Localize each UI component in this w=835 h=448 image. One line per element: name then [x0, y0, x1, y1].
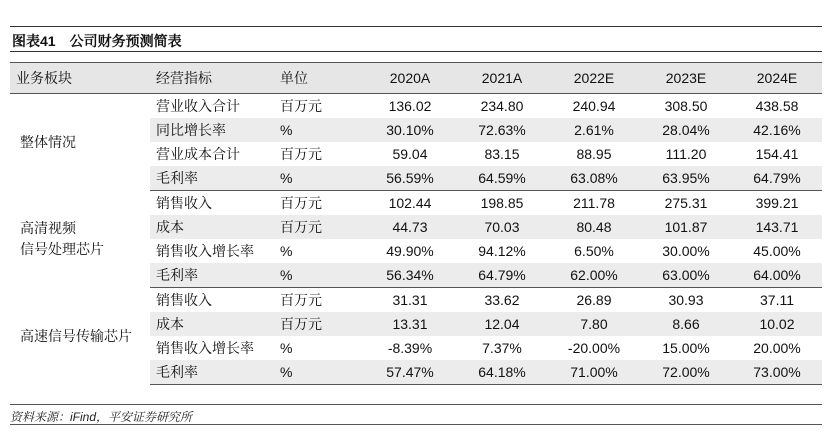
segment-label: 信号处理芯片	[20, 241, 104, 257]
indicator-cell: 同比增长率	[150, 118, 274, 142]
value-cell: 30.10%	[364, 118, 456, 142]
value-cell: 56.59%	[364, 166, 456, 191]
table-row	[10, 191, 822, 216]
value-cell: 101.87	[640, 215, 732, 239]
header-year: 2024E	[732, 63, 822, 94]
bottom-rule	[10, 424, 822, 425]
source-note: 资料来源：iFind，平安证券研究所	[10, 404, 822, 425]
indicator-cell: 营业收入合计	[156, 98, 240, 114]
segment-cell	[10, 288, 150, 385]
value-cell: 7.37%	[482, 340, 522, 356]
value-cell: 83.15	[484, 146, 520, 162]
segment-cell	[10, 94, 150, 191]
unit-cell: %	[274, 360, 364, 385]
unit-cell: %	[274, 118, 364, 142]
segment-label: 整体情况	[20, 133, 76, 150]
value-cell: -8.39%	[387, 340, 433, 356]
value-cell: 88.95	[576, 146, 612, 162]
value-cell: 28.04%	[640, 118, 732, 142]
value-cell: 59.04	[392, 146, 428, 162]
value-cell: 2.61%	[548, 118, 640, 142]
segment-label: 高速信号传输芯片	[20, 327, 132, 344]
value-cell: 37.11	[760, 292, 794, 308]
indicator-cell: 成本	[150, 312, 274, 336]
header-segment: 业务板块	[10, 63, 150, 94]
value-cell: 63.95%	[640, 166, 732, 191]
table-row	[10, 94, 822, 119]
unit-cell: 百万元	[274, 312, 364, 336]
table-header-row	[10, 63, 822, 94]
value-cell: 64.00%	[732, 263, 822, 288]
unit-cell: 百万元	[274, 215, 364, 239]
value-cell: 30.93	[668, 292, 704, 308]
segment-cell	[10, 191, 150, 288]
value-cell: 31.31	[392, 292, 428, 308]
value-cell: 71.00%	[548, 360, 640, 385]
indicator-cell: 毛利率	[150, 263, 274, 288]
value-cell: 62.00%	[548, 263, 640, 288]
header-unit: 单位	[274, 63, 364, 94]
header-year: 2023E	[640, 63, 732, 94]
indicator-cell: 毛利率	[150, 360, 274, 385]
value-cell: 56.34%	[364, 263, 456, 288]
value-cell: 438.58	[755, 98, 799, 114]
indicator-cell: 销售收入	[156, 292, 212, 308]
indicator-cell: 销售收入增长率	[156, 340, 254, 356]
header-year: 2021A	[456, 63, 548, 94]
value-cell: 275.31	[664, 195, 708, 211]
value-cell: 72.00%	[640, 360, 732, 385]
value-cell: 63.00%	[640, 263, 732, 288]
indicator-cell: 销售收入增长率	[156, 243, 254, 259]
value-cell: 6.50%	[574, 243, 614, 259]
value-cell: 72.63%	[456, 118, 548, 142]
value-cell: 102.44	[388, 195, 432, 211]
indicator-cell: 成本	[150, 215, 274, 239]
value-cell: 57.47%	[364, 360, 456, 385]
financial-forecast-table	[10, 62, 822, 385]
unit-cell: 百万元	[280, 98, 322, 114]
unit-cell: %	[280, 243, 293, 259]
value-cell: 80.48	[548, 215, 640, 239]
value-cell: 42.16%	[732, 118, 822, 142]
value-cell: 143.71	[732, 215, 822, 239]
value-cell: 64.59%	[456, 166, 548, 191]
indicator-cell: 营业成本合计	[156, 146, 240, 162]
value-cell: 64.18%	[456, 360, 548, 385]
indicator-cell: 毛利率	[150, 166, 274, 191]
header-year: 2020A	[364, 63, 456, 94]
value-cell: 399.21	[755, 195, 799, 211]
value-cell: 13.31	[364, 312, 456, 336]
value-cell: 73.00%	[732, 360, 822, 385]
value-cell: 12.04	[456, 312, 548, 336]
value-cell: 198.85	[480, 195, 524, 211]
value-cell: 111.20	[665, 146, 707, 162]
value-cell: 44.73	[364, 215, 456, 239]
value-cell: 136.02	[388, 98, 432, 114]
unit-cell: 百万元	[280, 195, 322, 211]
value-cell: 211.78	[573, 195, 615, 211]
unit-cell: 百万元	[280, 292, 322, 308]
value-cell: 8.66	[640, 312, 732, 336]
value-cell: 49.90%	[386, 243, 434, 259]
figure-title: 图表41 公司财务预测简表	[12, 33, 182, 49]
value-cell: 154.41	[755, 146, 799, 162]
value-cell: 70.03	[456, 215, 548, 239]
indicator-cell: 销售收入	[156, 195, 212, 211]
value-cell: 33.62	[484, 292, 520, 308]
header-indicator: 经营指标	[150, 63, 274, 94]
segment-label: 高清视频	[20, 220, 76, 236]
value-cell: 94.12%	[478, 243, 526, 259]
figure-title-bar	[10, 26, 822, 52]
unit-cell: %	[274, 263, 364, 288]
unit-cell: %	[274, 166, 364, 191]
value-cell: -20.00%	[567, 340, 621, 356]
unit-cell: 百万元	[280, 146, 322, 162]
value-cell: 240.94	[572, 98, 616, 114]
unit-cell: %	[280, 340, 293, 356]
value-cell: 63.08%	[548, 166, 640, 191]
value-cell: 64.79%	[456, 263, 548, 288]
value-cell: 308.50	[664, 98, 708, 114]
value-cell: 30.00%	[662, 243, 710, 259]
table-row	[10, 288, 822, 313]
header-year: 2022E	[548, 63, 640, 94]
value-cell: 234.80	[480, 98, 524, 114]
value-cell: 26.89	[576, 292, 612, 308]
value-cell: 45.00%	[753, 243, 801, 259]
value-cell: 64.79%	[732, 166, 822, 191]
value-cell: 15.00%	[662, 340, 710, 356]
value-cell: 7.80	[548, 312, 640, 336]
value-cell: 20.00%	[753, 340, 801, 356]
value-cell: 10.02	[732, 312, 822, 336]
